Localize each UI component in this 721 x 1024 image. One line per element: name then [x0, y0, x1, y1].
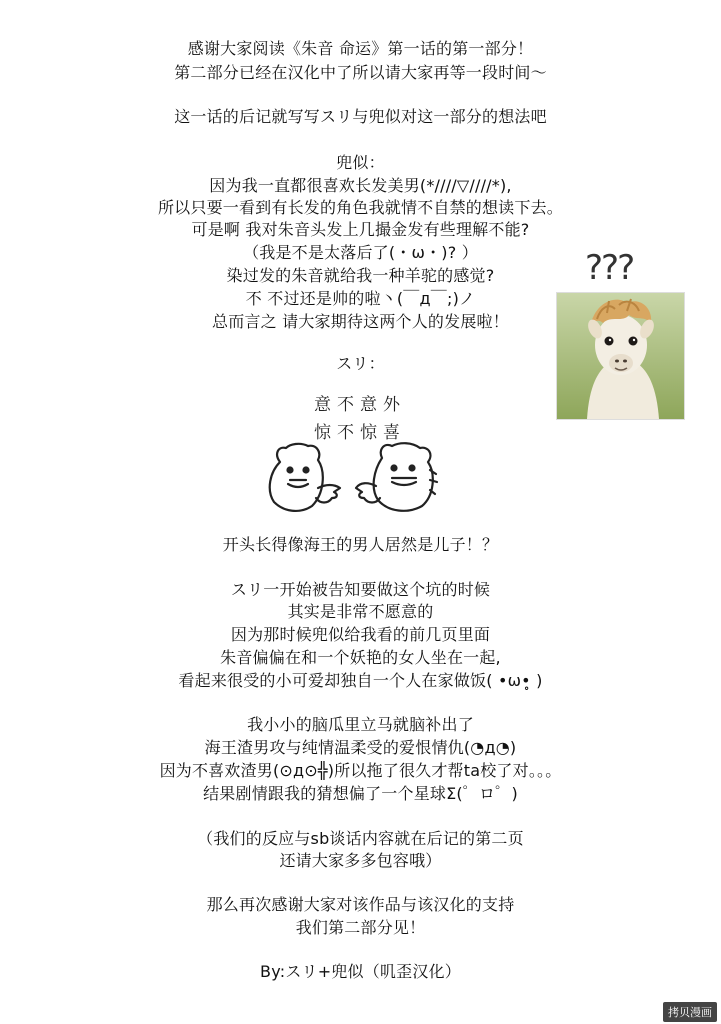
meme-image: [260, 384, 450, 516]
text-line: 我小小的脑瓜里立马就脑补出了: [247, 715, 474, 734]
text-line: 其实是非常不愿意的: [287, 602, 434, 621]
text-line: 这一话的后记就写写スリ与兜似对这一部分的想法吧: [174, 107, 547, 126]
alpaca-photo: [556, 292, 685, 420]
text-line: 因为我一直都很喜欢长发美男(*////▽////*),: [209, 176, 512, 195]
text-line: 那么再次感谢大家对该作品与该汉化的支持: [206, 895, 515, 914]
text-line: 所以只要一看到有长发的角色我就情不自禁的想读下去。: [157, 198, 563, 217]
text-line: スリ一开始被告知要做这个坑的时候: [230, 580, 491, 599]
text-line: 因为那时候兜似给我看的前几页里面: [230, 625, 491, 644]
text-line: 感谢大家阅读《朱音 命运》第一话的第一部分！: [187, 39, 534, 58]
text-line: 我们第二部分见！: [295, 918, 426, 937]
text-line: 看起来很受的小可爱却独自一个人在家做饭( •ω•̥ ): [178, 671, 543, 690]
text-line: 不 不过还是帅的啦丶(￣д￣;)ノ: [245, 289, 476, 308]
text-line: 第二部分已经在汉化中了所以请大家再等一段时间〜: [174, 63, 547, 82]
text-line: 可是啊 我对朱音头发上几撮金发有些理解不能?: [191, 220, 530, 239]
section-heading: スリ：: [336, 354, 385, 373]
section-heading: 兜似：: [336, 153, 385, 172]
text-line: 还请大家多多包容哦）: [279, 851, 442, 870]
text-line: （我是不是太落后了(・ω・)? ）: [243, 243, 478, 262]
signature-line: By:スリ+兜似（叽歪汉化）: [260, 962, 461, 981]
question-marks: ???: [585, 248, 634, 288]
text-line: 染过发的朱音就给我一种羊驼的感觉?: [226, 266, 495, 285]
text-line: 开头长得像海王的男人居然是儿子！？: [222, 535, 499, 554]
meme-caption-top: 意不意外: [314, 395, 406, 415]
meme-caption-bottom: 惊不惊喜: [314, 423, 406, 443]
text-line: 结果剧情跟我的猜想偏了一个星球Σ(゜ロ゜): [203, 784, 518, 803]
text-line: 因为不喜欢渣男(⊙д⊙╬)所以拖了很久才帮ta校了对。。。: [159, 761, 562, 780]
text-line: （我们的反应与sb谈话内容就在后记的第二页: [197, 829, 524, 848]
text-line: 朱音偏偏在和一个妖艳的女人坐在一起,: [220, 648, 501, 667]
text-line: 海王渣男攻与纯情温柔受的爱恨情仇(◔д◔): [204, 738, 517, 757]
watermark-badge: 拷贝漫画: [663, 1002, 717, 1022]
text-line: 总而言之 请大家期待这两个人的发展啦！: [212, 312, 509, 331]
